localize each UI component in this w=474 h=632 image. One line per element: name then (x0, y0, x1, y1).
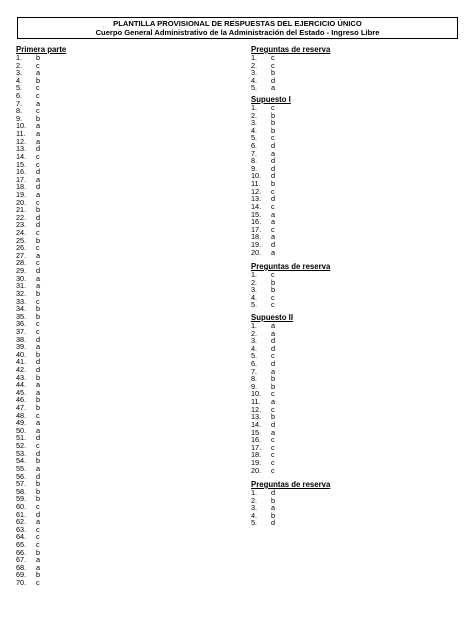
answer-letter: c (36, 106, 40, 116)
answer-letter: a (36, 98, 41, 108)
answer-row (251, 497, 330, 505)
question-number: 8. (16, 106, 23, 116)
question-number: 20. (251, 465, 262, 475)
section-title: Supuesto II (251, 313, 294, 322)
answer-row (251, 69, 330, 77)
question-number: 14. (251, 201, 262, 211)
answer-letter: a (271, 321, 276, 330)
answer-letter: c (271, 457, 275, 467)
question-number: 9. (16, 113, 23, 123)
answer-row (251, 54, 330, 62)
answer-letter: c (271, 450, 275, 460)
question-number: 45. (16, 387, 27, 397)
question-number: 10. (251, 389, 262, 399)
question-number: 1. (251, 488, 258, 497)
answer-letter: c (271, 300, 275, 310)
question-number: 13. (16, 144, 27, 154)
question-number: 4. (251, 292, 258, 302)
question-number: 11. (251, 397, 261, 407)
answer-row (251, 249, 291, 257)
answer-letter: b (36, 304, 41, 314)
question-number: 14. (251, 419, 262, 429)
answer-letter: b (36, 372, 41, 382)
answer-letter: b (271, 495, 276, 505)
answer-letter: d (271, 163, 276, 173)
question-number: 15. (16, 159, 27, 169)
answer-letter: c (36, 151, 40, 161)
question-number: 8. (251, 374, 258, 384)
question-number: 5. (251, 351, 258, 361)
question-number: 6. (16, 91, 23, 101)
answer-letter: c (271, 60, 275, 70)
answer-letter: a (36, 273, 41, 283)
question-number: 56. (16, 471, 27, 481)
answer-letter: a (271, 397, 276, 407)
question-number: 24. (16, 228, 27, 238)
answer-letter: b (271, 179, 276, 189)
answer-row (251, 467, 293, 475)
question-number: 1. (251, 270, 258, 279)
question-number: 6. (251, 359, 258, 369)
answer-letter: d (36, 220, 41, 230)
answer-letter: d (36, 334, 41, 344)
answer-letter: c (36, 228, 40, 238)
question-number: 2. (251, 495, 258, 505)
question-number: 66. (16, 547, 27, 557)
question-number: 18. (251, 450, 262, 460)
question-number: 33. (16, 296, 27, 306)
question-number: 38. (16, 334, 27, 344)
answer-letter: a (271, 83, 276, 93)
answer-letter: c (36, 258, 40, 268)
answer-letter: d (36, 182, 41, 192)
answer-letter: c (36, 60, 40, 70)
question-number: 17. (251, 224, 262, 234)
question-number: 41. (16, 357, 27, 367)
answer-letter: a (271, 232, 276, 242)
answer-letter: a (36, 425, 41, 435)
answer-letter: b (36, 494, 41, 504)
answer-letter: d (271, 336, 276, 346)
section-title: Primera parte (16, 45, 67, 54)
question-number: 3. (251, 336, 258, 346)
answer-row (16, 92, 66, 100)
question-number: 52. (16, 441, 27, 451)
answer-letter: a (36, 250, 41, 260)
question-number: 32. (16, 288, 27, 298)
answer-letter: b (36, 288, 41, 298)
question-number: 4. (251, 125, 258, 135)
question-number: 4. (251, 75, 258, 85)
answer-letter: a (36, 517, 41, 527)
answer-row (251, 512, 330, 520)
question-number: 15. (251, 427, 262, 437)
answer-row (16, 62, 66, 70)
question-number: 27. (16, 250, 27, 260)
answer-letter: a (36, 387, 41, 397)
question-number: 16. (16, 167, 27, 177)
question-number: 5. (251, 300, 258, 310)
answer-letter: c (36, 501, 40, 511)
section-primera-parte (16, 45, 66, 587)
question-number: 37. (16, 326, 27, 336)
answer-letter: a (36, 129, 41, 139)
question-number: 42. (16, 364, 27, 374)
question-number: 10. (251, 171, 262, 181)
answer-row (251, 301, 330, 309)
answer-letter: c (271, 389, 275, 399)
document-subtitle: Cuerpo General Administrativo de la Administración del Estado - Ingreso Libre (95, 28, 380, 37)
answer-letter: c (36, 410, 40, 420)
question-number: 67. (16, 555, 27, 565)
answer-row (251, 519, 330, 527)
answer-letter: b (36, 349, 41, 359)
answer-letter: a (271, 247, 276, 257)
answer-letter: a (36, 121, 41, 131)
question-number: 5. (16, 83, 23, 93)
question-number: 53. (16, 448, 27, 458)
question-number: 64. (16, 532, 27, 542)
question-number: 3. (16, 68, 23, 78)
answer-letter: a (36, 418, 41, 428)
section-supuesto-1 (251, 95, 291, 256)
answer-letter: b (36, 570, 41, 580)
answer-row (251, 279, 330, 287)
answer-letter: c (36, 532, 40, 542)
question-number: 14. (16, 151, 27, 161)
question-number: 19. (251, 457, 262, 467)
question-number: 23. (16, 220, 27, 230)
answer-letter: d (271, 518, 276, 528)
answer-letter: a (271, 503, 276, 513)
question-number: 49. (16, 418, 27, 428)
answer-letter: b (271, 125, 276, 135)
answer-letter: b (271, 118, 276, 128)
answer-letter: a (271, 366, 276, 376)
answer-letter: b (36, 486, 41, 496)
answer-row (16, 69, 66, 77)
answer-row (251, 504, 330, 512)
answer-row (251, 77, 330, 85)
answer-letter: c (36, 319, 40, 329)
question-number: 7. (16, 98, 23, 108)
answer-letter: b (271, 285, 276, 295)
answer-letter: d (36, 509, 41, 519)
answer-letter: a (36, 174, 41, 184)
answer-letter: b (36, 311, 41, 321)
answer-letter: d (271, 171, 276, 181)
answer-letter: d (271, 343, 276, 353)
question-number: 11. (16, 129, 26, 139)
answer-letter: d (36, 471, 41, 481)
answer-list (251, 489, 330, 527)
answer-letter: a (36, 189, 41, 199)
answer-letter: d (271, 75, 276, 85)
question-number: 1. (16, 53, 23, 62)
answer-letter: c (36, 524, 40, 534)
question-number: 30. (16, 273, 27, 283)
answer-letter: c (271, 404, 275, 414)
question-number: 5. (251, 133, 258, 143)
question-number: 43. (16, 372, 27, 382)
question-number: 62. (16, 517, 27, 527)
answer-letter: b (36, 113, 41, 123)
question-number: 18. (16, 182, 27, 192)
answer-letter: a (36, 281, 41, 291)
question-number: 19. (16, 189, 27, 199)
question-number: 55. (16, 463, 27, 473)
section-reserva-3 (251, 480, 330, 527)
question-number: 1. (251, 103, 258, 112)
answer-letter: a (271, 328, 276, 338)
question-number: 22. (16, 212, 27, 222)
question-number: 65. (16, 540, 27, 549)
answer-letter: b (271, 510, 276, 520)
answer-row (16, 77, 66, 85)
question-number: 3. (251, 503, 258, 513)
question-number: 60. (16, 501, 27, 511)
question-number: 1. (251, 321, 258, 330)
answer-letter: c (271, 351, 275, 361)
answer-list (251, 54, 330, 92)
answer-letter: b (36, 205, 41, 215)
question-number: 9. (251, 163, 258, 173)
section-title: Preguntas de reserva (251, 262, 331, 271)
answer-letter: c (36, 296, 40, 306)
question-number: 47. (16, 403, 27, 413)
answer-letter: b (271, 110, 276, 120)
question-number: 25. (16, 235, 27, 245)
answer-letter: b (36, 75, 41, 85)
answer-letter: b (271, 374, 276, 384)
question-number: 40. (16, 349, 27, 359)
answer-letter: c (36, 159, 40, 169)
question-number: 29. (16, 266, 27, 276)
question-number: 1. (251, 53, 258, 62)
question-number: 6. (251, 141, 258, 151)
answer-letter: c (271, 133, 275, 143)
question-number: 11. (251, 179, 261, 189)
answer-letter: c (271, 465, 275, 475)
answer-letter: a (271, 148, 276, 158)
answer-letter: d (36, 212, 41, 222)
question-number: 4. (251, 343, 258, 353)
question-number: 70. (16, 578, 27, 588)
question-number: 10. (16, 121, 27, 131)
question-number: 46. (16, 395, 27, 405)
answer-letter: c (271, 270, 275, 279)
answer-letter: c (36, 540, 40, 549)
question-number: 12. (251, 404, 262, 414)
question-number: 57. (16, 479, 27, 489)
section-title: Preguntas de reserva (251, 480, 331, 489)
question-number: 20. (251, 247, 262, 257)
answer-letter: b (36, 547, 41, 557)
answer-letter: c (271, 186, 275, 196)
question-number: 8. (251, 156, 258, 166)
answer-letter: b (271, 68, 276, 78)
question-number: 34. (16, 304, 27, 314)
question-number: 9. (251, 381, 258, 391)
question-number: 18. (251, 232, 262, 242)
question-number: 2. (251, 277, 258, 287)
question-number: 3. (251, 285, 258, 295)
answer-letter: c (36, 83, 40, 93)
answer-letter: b (36, 479, 41, 489)
answer-letter: c (271, 103, 275, 112)
question-number: 69. (16, 570, 27, 580)
section-title: Supuesto I (251, 95, 291, 104)
answer-letter: a (36, 342, 41, 352)
answer-letter: b (271, 381, 276, 391)
answer-letter: d (36, 266, 41, 276)
question-number: 7. (251, 366, 258, 376)
question-number: 61. (16, 509, 27, 519)
question-number: 13. (251, 412, 262, 422)
answer-letter: a (271, 427, 276, 437)
answer-letter: a (36, 136, 41, 146)
question-number: 44. (16, 380, 27, 390)
answer-letter: a (36, 555, 41, 565)
question-number: 59. (16, 494, 27, 504)
answer-letter: a (36, 380, 41, 390)
question-number: 12. (251, 186, 262, 196)
answer-letter: c (36, 326, 40, 336)
answer-letter: c (36, 197, 40, 207)
answer-letter: b (36, 395, 41, 405)
question-number: 4. (16, 75, 23, 85)
answer-letter: c (36, 578, 40, 588)
question-number: 54. (16, 456, 27, 466)
answer-letter: d (271, 359, 276, 369)
question-number: 7. (251, 148, 258, 158)
question-number: 5. (251, 518, 258, 528)
answer-letter: d (36, 144, 41, 154)
answer-letter: d (36, 167, 41, 177)
document-title: PLANTILLA PROVISIONAL DE RESPUESTAS DEL EJERCICIO ÚNICO (113, 19, 362, 28)
answer-letter: c (271, 201, 275, 211)
section-title: Preguntas de reserva (251, 45, 331, 54)
answer-row (16, 84, 66, 92)
question-number: 68. (16, 562, 27, 572)
question-number: 63. (16, 524, 27, 534)
answer-letter: c (271, 53, 275, 62)
question-number: 26. (16, 243, 27, 253)
answer-row (16, 579, 66, 587)
question-number: 48. (16, 410, 27, 420)
question-number: 58. (16, 486, 27, 496)
question-number: 19. (251, 239, 262, 249)
question-number: 50. (16, 425, 27, 435)
answer-row (251, 84, 330, 92)
question-number: 2. (251, 328, 258, 338)
answer-letter: c (36, 91, 40, 101)
answer-letter: c (271, 224, 275, 234)
question-number: 13. (251, 194, 262, 204)
question-number: 31. (16, 281, 27, 291)
answer-list (251, 322, 293, 474)
answer-letter: c (271, 442, 275, 452)
answer-list (251, 104, 291, 256)
answer-letter: b (36, 235, 41, 245)
document-header (17, 17, 458, 39)
answer-letter: b (36, 403, 41, 413)
answer-letter: b (36, 53, 41, 62)
question-number: 4. (251, 510, 258, 520)
answer-letter: d (271, 194, 276, 204)
question-number: 17. (16, 174, 27, 184)
answer-letter: d (271, 156, 276, 166)
question-number: 15. (251, 209, 262, 219)
question-number: 2. (16, 60, 23, 70)
question-number: 5. (251, 83, 258, 93)
answer-letter: a (36, 68, 41, 78)
answer-list (16, 54, 66, 587)
question-number: 16. (251, 217, 262, 227)
question-number: 36. (16, 319, 27, 329)
question-number: 28. (16, 258, 27, 268)
answer-list (251, 271, 330, 309)
answer-letter: a (36, 463, 41, 473)
answer-letter: b (36, 456, 41, 466)
question-number: 3. (251, 68, 258, 78)
question-number: 2. (251, 60, 258, 70)
answer-letter: d (36, 357, 41, 367)
question-number: 51. (16, 433, 27, 443)
answer-letter: c (36, 243, 40, 253)
answer-letter: b (271, 412, 276, 422)
question-number: 3. (251, 118, 258, 128)
question-number: 12. (16, 136, 27, 146)
answer-row (251, 62, 330, 70)
question-number: 35. (16, 311, 27, 321)
answer-letter: d (36, 448, 41, 458)
section-reserva-2 (251, 262, 330, 309)
answer-row (16, 54, 66, 62)
answer-letter: a (271, 217, 276, 227)
question-number: 39. (16, 342, 27, 352)
answer-letter: c (36, 441, 40, 451)
answer-letter: b (271, 277, 276, 287)
answer-letter: d (271, 488, 276, 497)
question-number: 16. (251, 435, 262, 445)
answer-row (251, 489, 330, 497)
question-number: 20. (16, 197, 27, 207)
section-reserva-1 (251, 45, 330, 92)
answer-letter: d (271, 419, 276, 429)
answer-letter: c (271, 292, 275, 302)
answer-letter: d (271, 239, 276, 249)
answer-row (251, 271, 330, 279)
answer-row (251, 286, 330, 294)
section-supuesto-2 (251, 313, 293, 474)
answer-row (251, 294, 330, 302)
question-number: 17. (251, 442, 262, 452)
answer-letter: d (36, 433, 41, 443)
answer-row (16, 107, 66, 115)
answer-letter: d (271, 141, 276, 151)
answer-letter: d (36, 364, 41, 374)
question-number: 2. (251, 110, 258, 120)
answer-letter: a (36, 562, 41, 572)
answer-letter: a (271, 209, 276, 219)
answer-letter: c (271, 435, 275, 445)
question-number: 21. (16, 205, 27, 215)
answer-row (16, 100, 66, 108)
